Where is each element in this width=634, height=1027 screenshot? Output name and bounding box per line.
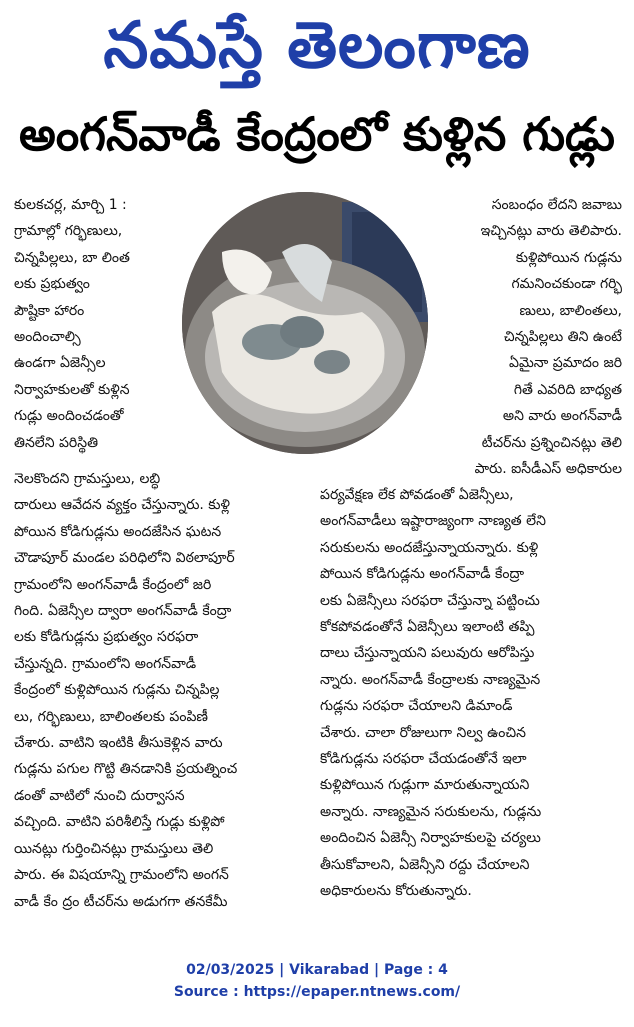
text-line: దాలు చేస్తున్నాయని పలువురు ఆరోపిస్తు bbox=[320, 645, 535, 662]
text-line: అందించాల్సి bbox=[14, 329, 81, 346]
text-line: లకు కోడిగుడ్లను ప్రభుత్వం సరఫరా bbox=[14, 629, 199, 646]
text-line: గ్రామంలోని అంగన్‌వాడీ కేంద్రంలో జరి bbox=[14, 576, 212, 593]
text-line: టీచర్‌ను ప్రశ్నించినట్లు తెలి bbox=[481, 434, 622, 451]
text-line: కోకపోవడంతోనే ఏజెన్సీలు ఇలాంటి తప్పి bbox=[320, 619, 535, 636]
text-line: కుళ్లిపోయిన గుడ్లను bbox=[515, 249, 622, 266]
text-line: ఉండగా ఏజెన్సీల bbox=[14, 355, 106, 372]
text-line: పారు. ఈ విషయాన్ని గ్రామంలోని అంగన్‌ bbox=[14, 867, 229, 884]
newspaper-masthead: నమస్తే తెలంగాణ bbox=[103, 9, 531, 83]
text-line: అధికారులను కోరుతున్నారు. bbox=[320, 883, 472, 900]
text-line: గ్రామాల్లో గర్భిణులు, bbox=[14, 223, 123, 240]
text-line: పోయిన కోడిగుడ్లను అంగన్‌వాడీ కేంద్రా bbox=[320, 566, 525, 583]
text-line: గుడ్లను పగుల గొట్టి తినడానికి ప్రయత్నించ bbox=[14, 761, 238, 778]
text-line: పారు. ఐసీడీఎస్‌ అధికారుల bbox=[474, 461, 622, 478]
text-line: చిన్నపిల్లలు, బా లింత bbox=[14, 249, 130, 266]
text-line: అన్నారు. నాణ్యమైన సరుకులను, గుడ్లను bbox=[320, 803, 542, 820]
text-line: గమనించకుండా గర్భి bbox=[511, 276, 622, 293]
text-line: న్నారు. అంగన్‌వాడీ కేంద్రాలకు నాణ్యమైన bbox=[320, 671, 541, 688]
text-line: కుళ్లిపోయిన గుడ్లుగా మారుతున్నాయని bbox=[320, 777, 530, 794]
article-column-right-top bbox=[420, 192, 622, 482]
text-line: చేస్తున్నది. గ్రామంలోని అంగన్‌వాడీ bbox=[14, 655, 197, 672]
text-line: పోయిన కోడిగుడ్లను అందజేసిన ఘటన bbox=[14, 523, 222, 540]
text-line: పర్యవేక్షణ లేక పోవడంతో ఏజెన్సీలు, bbox=[320, 487, 514, 503]
text-line: ఇచ్చినట్లు వారు తెలిపారు. bbox=[480, 223, 622, 240]
text-line: గుడ్లను సరఫరా చేయాలని డిమాండ్‌ bbox=[320, 698, 513, 715]
text-line: ఏమైనా ప్రమాదం జరి bbox=[509, 355, 622, 372]
text-line: నెలకొందని గ్రామస్తులు, లబ్ధి bbox=[14, 471, 161, 487]
text-line: లు, గర్భిణులు, బాలింతలకు పంపిణీ bbox=[14, 708, 208, 725]
text-line: కేంద్రంలో కుళ్లిపోయిన గుడ్లను చిన్నపిల్ల bbox=[14, 682, 220, 699]
text-line: తినలేని పరిస్థితి bbox=[14, 434, 99, 451]
text-line: కోడిగుడ్లను సరఫరా చేయడంతోనే ఇలా bbox=[320, 751, 527, 768]
text-line: దారులు ఆవేదన వ్యక్తం చేస్తున్నారు. కుళ్లి bbox=[14, 497, 230, 514]
footer-date-edition: 02/03/2025 | Vikarabad | Page : 4 bbox=[186, 962, 448, 978]
text-line: గుడ్లు అందించడంతో bbox=[14, 408, 124, 425]
text-line: గితే ఎవరిది బాధ్యత bbox=[513, 381, 622, 398]
text-line: డంతో వాటిలో నుంచి దుర్వాసన bbox=[14, 787, 185, 804]
article-column-left-top bbox=[14, 192, 194, 456]
article-column-left bbox=[14, 466, 314, 915]
text-line: అంగన్‌వాడీలు ఇష్టారాజ్యంగా నాణ్యత లేని bbox=[320, 513, 546, 530]
text-line: వాడీ కేం ద్రం టీచర్‌ను అడుగగా తనకేమీ bbox=[14, 893, 228, 910]
text-line: గింది. ఏజెన్సీల ద్వారా అంగన్‌వాడీ కేంద్రా bbox=[14, 603, 232, 620]
text-line: చౌడాపూర్‌ మండల పరిధిలోని విఠలాపూర్‌ bbox=[14, 550, 235, 567]
text-line: సంబంధం లేదని జవాబు bbox=[491, 197, 622, 213]
text-line: లకు ఏజెన్సీలు సరఫరా చేస్తున్నా పట్టించు bbox=[320, 592, 540, 609]
text-line: వచ్చింది. వాటిని పరిశీలిస్తే గుడ్లు కుళ్లిపో bbox=[14, 814, 225, 831]
article-column-right bbox=[320, 482, 622, 905]
text-line: ణులు, బాలింతలు, bbox=[519, 302, 622, 319]
footer-source: Source : https://epaper.ntnews.com/ bbox=[173, 984, 461, 1000]
text-line: చేశారు. వాటిని ఇంటికి తీసుకెళ్లిన వారు bbox=[14, 735, 223, 752]
article-headline: అంగన్‌వాడీ కేంద్రంలో కుళ్లిన గుడ్లు bbox=[19, 107, 615, 161]
text-line: కులకచర్ల, మార్చి 1 : bbox=[14, 197, 127, 213]
text-line: సరుకులను అందజేస్తున్నాయన్నారు. కుళ్లి bbox=[320, 539, 539, 556]
text-line: యినట్లు గుర్తించినట్లు గ్రామస్తులు తెలి bbox=[14, 840, 214, 857]
text-line: పౌష్టికా హారం bbox=[14, 302, 85, 319]
rotten-eggs-photo bbox=[182, 192, 428, 454]
text-line: నిర్వాహకులతో కుళ్లిన bbox=[14, 381, 130, 398]
text-line: అని వారు అంగన్‌వాడీ bbox=[502, 408, 622, 425]
text-line: చిన్నపిల్లలు తిని ఉంటే bbox=[503, 329, 622, 346]
text-line: లకు ప్రభుత్వం bbox=[14, 276, 90, 293]
text-line: తీసుకోవాలని, ఏజెన్సీని రద్దు చేయాలని bbox=[320, 856, 530, 873]
text-line: చేశారు. చాలా రోజులుగా నిల్వ ఉంచిన bbox=[320, 724, 526, 741]
text-line: అందించిన ఏజెన్సీ నిర్వాహకులపై చర్యలు bbox=[320, 830, 541, 847]
